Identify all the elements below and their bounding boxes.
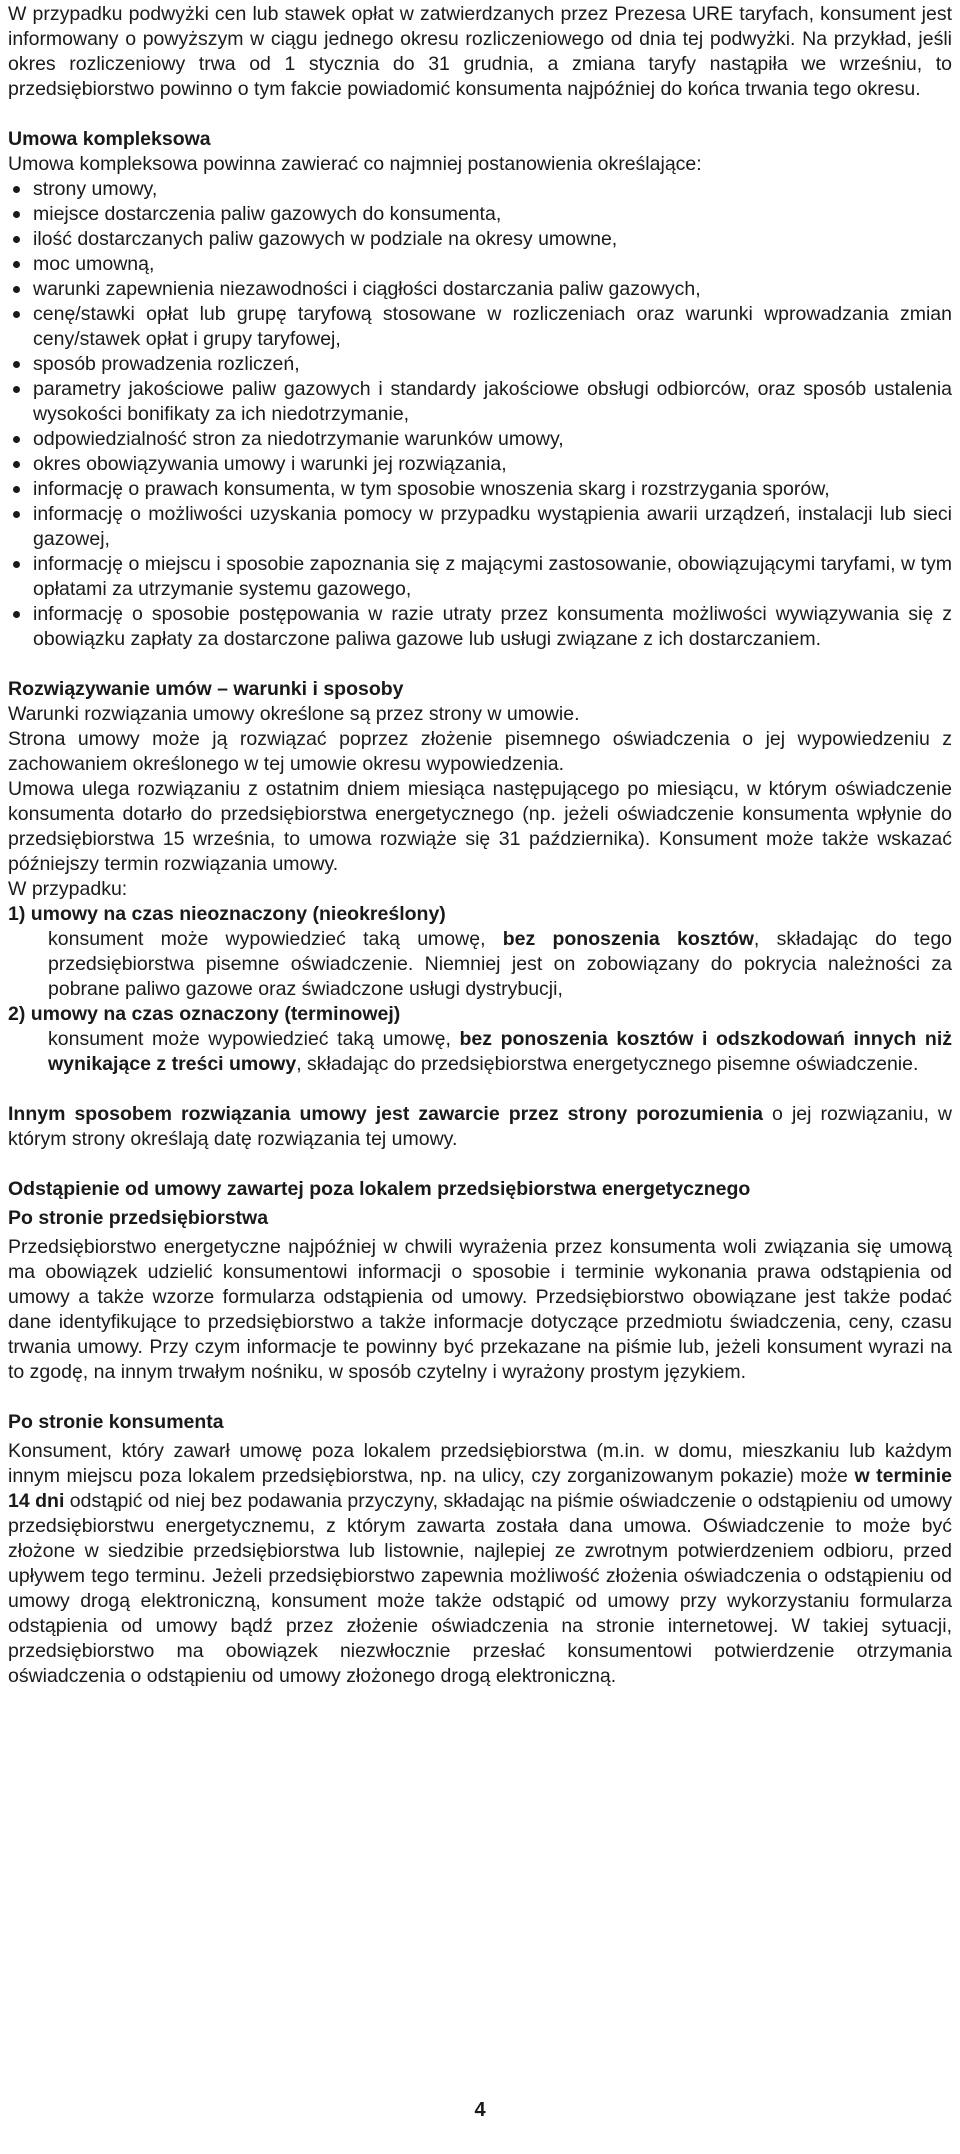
list-item: sposób prowadzenia rozliczeń, <box>8 352 952 377</box>
list-item: moc umowną, <box>8 252 952 277</box>
case2-text-bold: bez ponoszenia kosztów i odszkodowań innych niż wynikające z treści umowy <box>48 1028 952 1075</box>
consumer-text-c: odstąpić od niej bez podawania przyczyny, składając na piśmie oświadczenie o odstąpieniu od umowy przedsiębiorstwu energetycznemu, z którym zawarta została dana umowa. Oświadczenie to może być złożone w siedzibie przedsiębiorstwa lub listownie, najlepiej ze zwrotnym potwierdzeniem odbioru, przed upływem tego terminu. Jeżeli przedsiębiorstwo zapewnia możliwość złożenia oświadczenia o odstąpieniu od umowy drogą elektroniczną, konsument może także odstąpić od umowy przy wykorzystaniu formularza odstąpienia od umowy bądź przez złożenie oświadczenia na stronie internetowej. W takiej sytuacji, przedsiębiorstwo ma obowiązek niezwłocznie przesłać konsumentowi potwierdzenie otrzymania oświadczenia o odstąpieniu od umowy złożonego drogą elektroniczną. <box>8 1490 952 1687</box>
list-item: ilość dostarczanych paliw gazowych w podziale na okresy umowne, <box>8 227 952 252</box>
list-item: strony umowy, <box>8 177 952 202</box>
termination-heading: Rozwiązywanie umów – warunki i sposoby <box>8 678 404 700</box>
list-item: parametry jakościowe paliw gazowych i standardy jakościowe obsługi odbiorców, oraz sposób ustalenia wysokości bonifikaty za ich niedotrzymanie, <box>8 377 952 427</box>
document-page <box>8 2 952 1689</box>
list-item: informację o możliwości uzyskania pomocy w przypadku wystąpienia awarii urządzeń, instalacji lub sieci gazowej, <box>8 502 952 552</box>
list-item: informację o sposobie postępowania w razie utraty przez konsumenta możliwości wywiązywania się z obowiązku zapłaty za dostarczone paliwa gazowe lub usługi związane z ich dostarczaniem. <box>8 602 952 652</box>
case2-text-a: konsument może wypowiedzieć taką umowę, <box>48 1028 460 1050</box>
termination-paragraph-1: Warunki rozwiązania umowy określone są przez strony w umowie. <box>8 703 580 725</box>
list-item: cenę/stawki opłat lub grupę taryfową stosowane w rozliczeniach oraz warunki wprowadzania zmian ceny/stawek opłat i grupy taryfowej, <box>8 302 952 352</box>
consumer-text-a: Konsument, który zawarł umowę poza lokalem przedsiębiorstwa (m.in. w domu, mieszkaniu lub każdym innym miejscu poza lokalem przedsiębiorstwa, np. na ulicy, czy zorganizowanym pokazie) może <box>8 1440 952 1487</box>
case1-text <box>8 927 952 1002</box>
company-side-text: Przedsiębiorstwo energetyczne najpóźniej w chwili wyrażenia przez konsumenta woli związania się umową ma obowiązek udzielić konsumentowi informacji o sposobie i terminie wykonania prawa odstąpienia od umowy a także wzorze formularza odstąpienia od umowy. Przedsiębiorstwo obowiązane jest także podać dane identyfikujące to przedsiębiorstwo a także informacje dotyczące przedmiotu świadczenia, ceny, czasu trwania umowy. Przy czym informacje te powinny być przekazane na piśmie lub, jeżeli konsument wyrazi na to zgodę, na innym trwałym nośniku, w sposób czytelny i wyrażony prostym językiem. <box>8 1236 952 1383</box>
consumer-side-text <box>8 1439 952 1689</box>
list-item: odpowiedzialność stron za niedotrzymanie warunków umowy, <box>8 427 952 452</box>
agreement-paragraph <box>8 1102 952 1152</box>
case2-heading: 2) umowy na czas oznaczony (terminowej) <box>8 1003 401 1025</box>
withdrawal-heading: Odstąpienie od umowy zawartej poza lokalem przedsiębiorstwa energetycznego <box>8 1178 751 1200</box>
withdrawal-section <box>8 1177 952 1689</box>
company-side-heading: Po stronie przedsiębiorstwa <box>8 1207 269 1229</box>
complex-contract-heading: Umowa kompleksowa <box>8 128 211 150</box>
termination-paragraph-4: W przypadku: <box>8 878 128 900</box>
page-number: 4 <box>474 2099 486 2121</box>
case2-text-c: , składając do przedsiębiorstwa energetycznego pisemne oświadczenie. <box>296 1053 919 1075</box>
list-item: informację o prawach konsumenta, w tym sposobie wnoszenia skarg i rozstrzygania sporów, <box>8 477 952 502</box>
list-item: informację o miejscu i sposobie zapoznania się z mającymi zastosowanie, obowiązującymi taryfami, w tym opłatami za utrzymanie systemu gazowego, <box>8 552 952 602</box>
list-item: okres obowiązywania umowy i warunki jej rozwiązania, <box>8 452 952 477</box>
complex-contract-list <box>8 177 952 652</box>
consumer-side-heading: Po stronie konsumenta <box>8 1411 224 1433</box>
termination-paragraph-2: Strona umowy może ją rozwiązać poprzez złożenie pisemnego oświadczenia o jej wypowiedzeniu z zachowaniem określonego w tej umowie okresu wypowiedzenia. <box>8 728 952 775</box>
complex-contract-lead: Umowa kompleksowa powinna zawierać co najmniej postanowienia określające: <box>8 153 702 175</box>
case1-heading: 1) umowy na czas nieoznaczony (nieokreślony) <box>8 903 446 925</box>
consumer-text-bold: w terminie 14 dni <box>8 1465 952 1512</box>
case1-text-c: , składając do tego przedsiębiorstwa pisemne oświadczenie. Niemniej jest on zobowiązany do pokrycia należności za pobrane paliwo gazowe oraz świadczone usługi dystrybucji, <box>48 928 953 1000</box>
termination-paragraph-3: Umowa ulega rozwiązaniu z ostatnim dniem miesiąca następującego po miesiącu, w którym oświadczenie konsumenta dotarło do przedsiębiorstwa energetycznego (np. jeżeli oświadczenie konsumenta wpłynie do przedsiębiorstwa 15 września, to umowa rozwiąże się 31 października). Konsument może także wskazać późniejszy termin rozwiązania umowy. <box>8 778 952 875</box>
complex-contract-section <box>8 127 952 652</box>
list-item: warunki zapewnienia niezawodności i ciągłości dostarczania paliw gazowych, <box>8 277 952 302</box>
case1-text-bold: bez ponoszenia kosztów <box>502 928 754 950</box>
list-item: miejsce dostarczenia paliw gazowych do konsumenta, <box>8 202 952 227</box>
case2-text <box>8 1027 952 1077</box>
agreement-bold: Innym sposobem rozwiązania umowy jest zawarcie przez strony porozumienia <box>8 1103 764 1125</box>
agreement-section <box>8 1102 952 1152</box>
case1-text-a: konsument może wypowiedzieć taką umowę, <box>48 928 503 950</box>
termination-section <box>8 677 952 1077</box>
agreement-rest: o jej rozwiązaniu, w którym strony określają datę rozwiązania tej umowy. <box>8 1103 953 1150</box>
intro-paragraph: W przypadku podwyżki cen lub stawek opłat w zatwierdzanych przez Prezesa URE taryfach, konsument jest informowany o powyższym w ciągu jednego okresu rozliczeniowego od dnia tej podwyżki. Na przykład, jeśli okres rozliczeniowy trwa od 1 stycznia do 31 grudnia, a zmiana taryfy nastąpiła we wrześniu, to przedsiębiorstwo powinno o tym fakcie powiadomić konsumenta najpóźniej do końca trwania tego okresu. <box>8 3 952 100</box>
